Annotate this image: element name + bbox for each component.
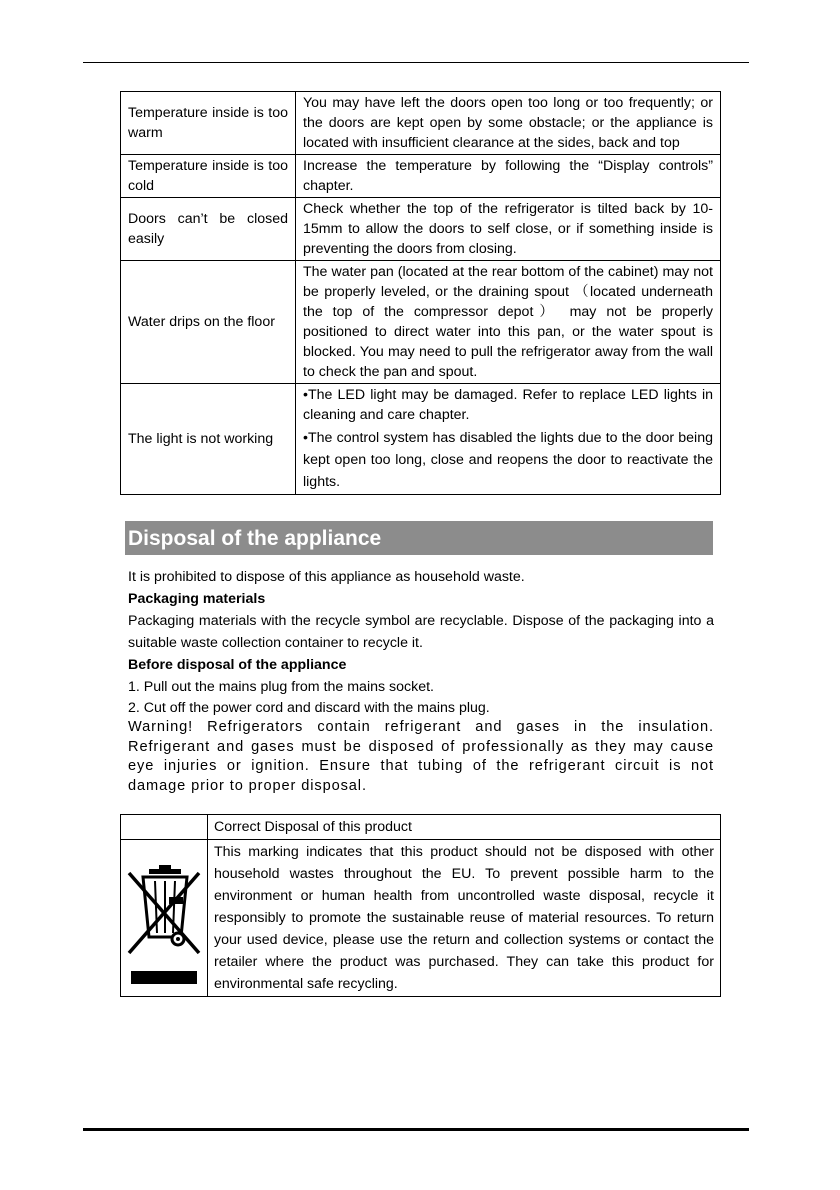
problem-cell: The light is not working — [121, 384, 296, 495]
cause-cell: The water pan (located at the rear bottom of the cabinet) may not be properly leveled, or the draining spout （located underneath the top of the compressor depot） may not be properly positioned to direct water into this pan, or the water spout is blocked. You may need to pull the refrigerator away from the wall to check the pan and spout. — [296, 261, 721, 384]
weee-table — [120, 814, 721, 997]
table-row — [121, 384, 721, 495]
troubleshooting-table — [120, 91, 721, 495]
section-heading-bar — [125, 521, 713, 555]
table-row — [121, 198, 721, 261]
problem-cell: Temperature inside is too warm — [121, 92, 296, 155]
table-row — [121, 840, 721, 997]
packaging-heading: Packaging materials — [128, 591, 266, 607]
cause-cell — [296, 384, 721, 495]
table-row — [121, 155, 721, 198]
disposal-intro: It is prohibited to dispose of this appliance as household waste. — [128, 569, 525, 585]
footer-rule — [83, 1128, 749, 1131]
weee-text: This marking indicates that this product should not be disposed with other household wastes throughout the EU. To prevent possible harm to the environment or human health from uncontrolled waste disposal, recycle it responsibly to promote the sustainable reuse of material resources. To return your used device, please use the return and collection systems or contact the retailer where the product was purchased. They can take this product for environmental safe recycling. — [208, 840, 721, 997]
icon-header-cell — [121, 815, 208, 840]
bullet-item: •The control system has disabled the lights due to the door being kept open too long, close and reopens the door to reactivate the lights. — [303, 430, 713, 490]
table-row — [121, 92, 721, 155]
cause-cell: Check whether the top of the refrigerator is tilted back by 10-15mm to allow the doors to self close, or if something inside is preventing the doors from closing. — [296, 198, 721, 261]
step-2: 2. Cut off the power cord and discard with the mains plug. — [128, 700, 490, 716]
packaging-text: Packaging materials with the recycle symbol are recyclable. Dispose of the packaging into a suitable waste collection container to recycle it. — [128, 613, 714, 651]
step-1: 1. Pull out the mains plug from the mains socket. — [128, 679, 434, 695]
crossed-out-wheeled-bin-icon — [121, 841, 207, 995]
icon-cell — [121, 840, 208, 997]
cause-cell: You may have left the doors open too long or too frequently; or the doors are kept open by some obstacle; or the appliance is located with insufficient clearance at the sides, back and top — [296, 92, 721, 155]
problem-cell: Doors can’t be closed easily — [121, 198, 296, 261]
warning-text: Warning! Refrigerators contain refrigerant and gases in the insulation. Refrigerant and gases must be disposed of professionally as they may cause eye injuries or ignition. Ensure that tubing of the refrigerant circuit is not damage prior to proper disposal. — [128, 719, 714, 794]
before-disposal-heading: Before disposal of the appliance — [128, 657, 347, 673]
problem-cell: Water drips on the floor — [121, 261, 296, 384]
table-row — [121, 261, 721, 384]
cause-cell: Increase the temperature by following the “Display controls” chapter. — [296, 155, 721, 198]
table-row — [121, 815, 721, 840]
disposal-section — [128, 566, 714, 796]
section-heading: Disposal of the appliance — [128, 527, 382, 550]
weee-header: Correct Disposal of this product — [208, 815, 721, 840]
problem-cell: Temperature inside is too cold — [121, 155, 296, 198]
header-rule — [83, 62, 749, 63]
bullet-item: •The LED light may be damaged. Refer to replace LED lights in cleaning and care chapter. — [303, 387, 713, 423]
